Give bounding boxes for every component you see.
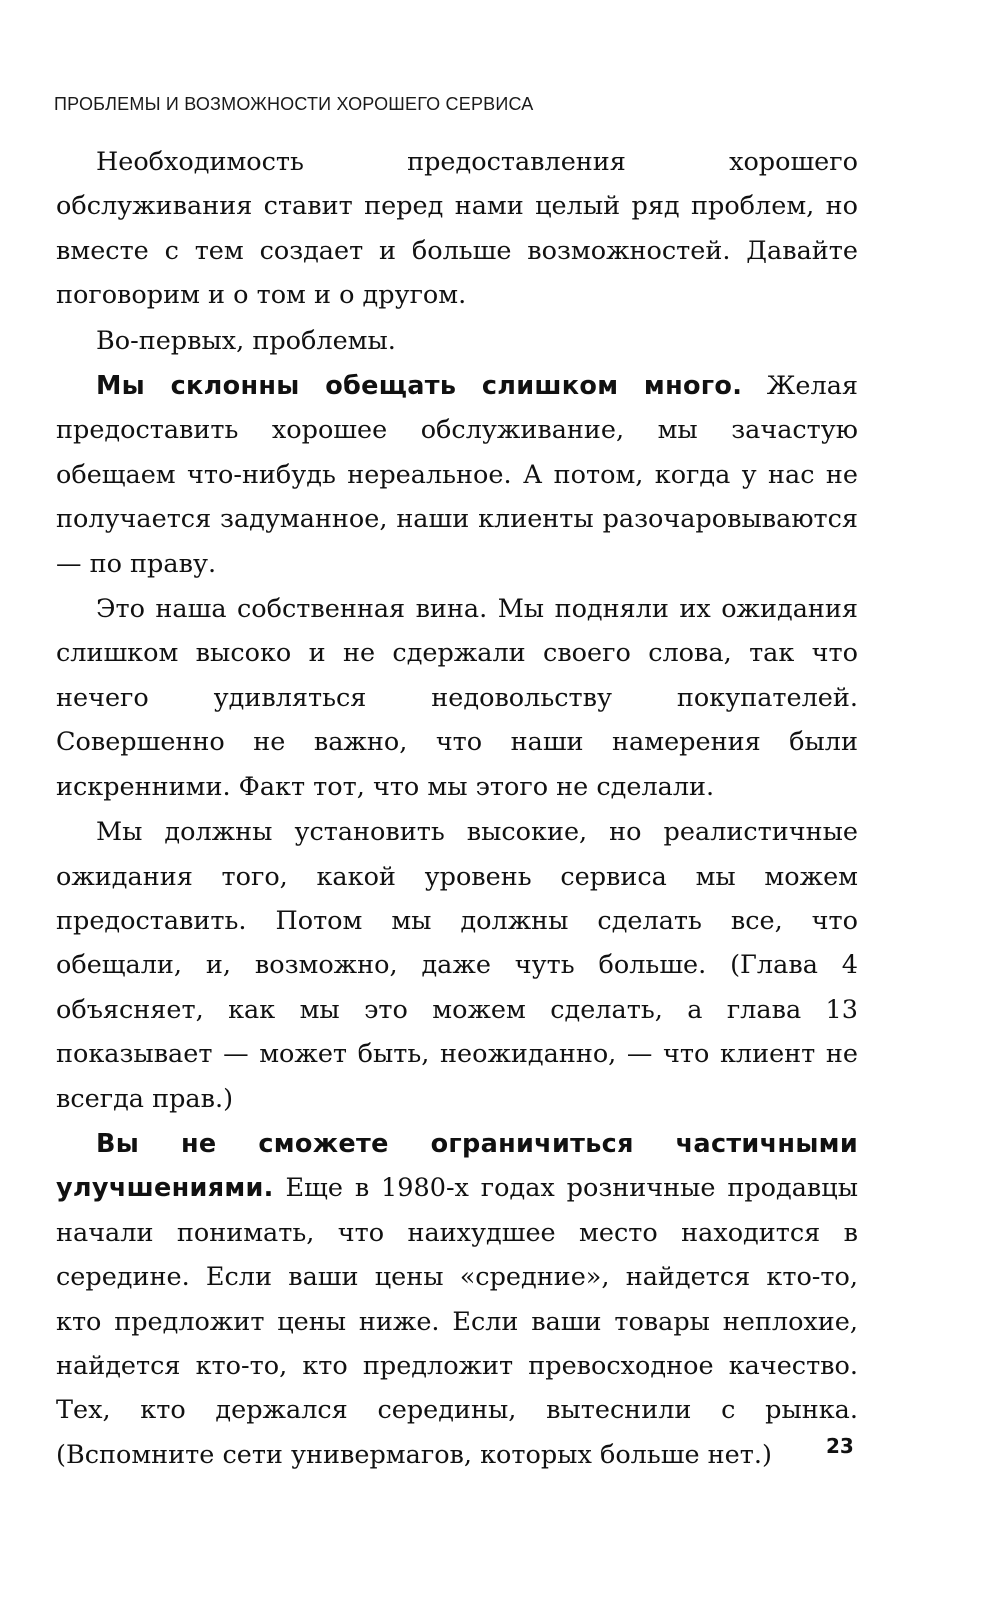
paragraph-own-fault: Это наша собственная вина. Мы подняли их ожидания слишком высоко и не сдержали своего слова, так что нечего удивляться недовольству покупателей. Совершенно не важно, что наши намерения были искренними. Факт тот, что мы этого не сделали. <box>56 594 858 802</box>
page-number: 23 <box>826 1434 854 1458</box>
paragraph-lead-heading: Мы склонны обещать слишком много. <box>96 371 743 402</box>
body-text <box>56 140 858 1478</box>
paragraph-lead-text: Желая предоставить хорошее обслуживание, мы зачастую обещаем что-нибудь нереальное. А потом, когда у нас не получается задуманное, наши клиенты разочаровываются — по праву. <box>56 371 858 579</box>
paragraph-intro: Необходимость предоставления хорошего обслуживания ставит перед нами целый ряд проблем, но вместе с тем создает и больше возможностей. Давайте поговорим и о том и о другом. <box>56 147 858 311</box>
paragraph-first-problems: Во-первых, проблемы. <box>96 325 396 356</box>
paragraph-realistic-expectations: Мы должны установить высокие, но реалистичные ожидания того, какой уровень сервиса мы можем предоставить. Потом мы должны сделать все, что обещали, и, возможно, даже чуть больше. (Глава 4 объясняет, как мы это можем сделать, а глава 13 показывает — может быть, неожиданно, — что клиент не всегда прав.) <box>56 817 858 1114</box>
paragraph-lead-heading: Вы не сможете ограничиться частичными улучшениями. <box>56 1128 858 1204</box>
paragraph-partial-improvements <box>56 1122 858 1477</box>
running-head: ПРОБЛЕМЫ И ВОЗМОЖНОСТИ ХОРОШЕГО СЕРВИСА <box>54 94 534 114</box>
paragraph-lead-text: Еще в 1980-х годах розничные продавцы начали понимать, что наихудшее место находится в середине. Если ваши цены «средние», найдется кто-то, кто предложит цены ниже. Если ваши товары неплохие, найдется кто-то, кто предложит превосходное качество. Тех, кто держался середины, вытеснили с рынка. (Вспомните сети универмагов, которых больше нет.) <box>56 1173 858 1470</box>
paragraph-overpromise <box>56 364 858 586</box>
